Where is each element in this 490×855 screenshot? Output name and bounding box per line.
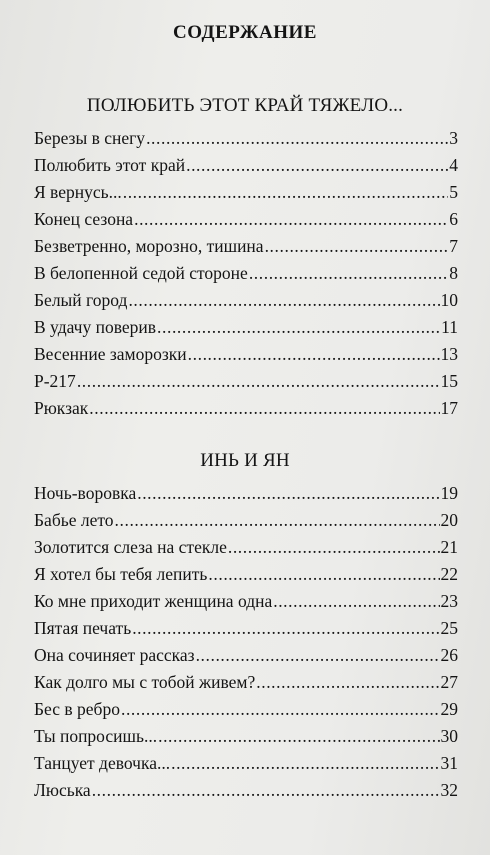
toc-entry [34, 263, 458, 290]
dot-leader [186, 155, 448, 176]
toc-entry-page: 17 [440, 398, 458, 418]
dot-leader [256, 672, 439, 693]
toc-entry-page: 6 [449, 209, 458, 229]
dot-leader [146, 128, 448, 149]
toc-entry [34, 128, 458, 155]
toc-entry-title: Танцует девочка... [34, 753, 171, 773]
toc-entry-title: Ко мне приходит женщина одна [34, 591, 273, 611]
toc-entry-title: Ты попросишь... [34, 726, 158, 746]
toc-entry [34, 699, 458, 726]
toc-entry-title: Ночь-воровка [34, 483, 137, 503]
dot-leader [265, 236, 449, 257]
toc-entry-page: 26 [440, 645, 458, 665]
toc-entry-title: Р-217 [34, 371, 76, 391]
dot-leader [89, 398, 439, 419]
toc-entry-title: Люська [34, 780, 91, 800]
dot-leader [92, 780, 440, 801]
toc-entry-title: Березы в снегу [34, 128, 146, 148]
toc-entry [34, 510, 458, 537]
toc-entry-page: 3 [449, 128, 458, 148]
toc-entry-page: 22 [440, 564, 458, 584]
dot-leader [171, 753, 439, 774]
toc-entry [34, 209, 458, 236]
toc-entry-page: 10 [440, 290, 458, 310]
dot-leader [208, 564, 439, 585]
toc-entry-page: 5 [449, 182, 458, 202]
toc-entry-page: 11 [441, 317, 458, 337]
section-title-2: ИНЬ И ЯН [200, 450, 290, 471]
toc-entry [34, 182, 458, 209]
toc-entry-page: 4 [449, 155, 458, 175]
toc-entry-page: 8 [449, 263, 458, 283]
dot-leader [132, 618, 439, 639]
dot-leader [128, 290, 439, 311]
toc-entry [34, 591, 458, 618]
toc-entry [34, 344, 458, 371]
toc-entry-page: 21 [440, 537, 458, 557]
toc-entry [34, 236, 458, 263]
toc-entry-title: Безветренно, морозно, тишина [34, 236, 264, 256]
toc-list-section-2 [34, 483, 458, 807]
toc-entry-page: 7 [449, 236, 458, 256]
toc-entry [34, 317, 458, 344]
toc-entry-page: 19 [440, 483, 458, 503]
toc-entry [34, 371, 458, 398]
toc-entry-title: Рюкзак [34, 398, 89, 418]
toc-entry-page: 32 [440, 780, 458, 800]
toc-entry-title: В удачу поверив [34, 317, 157, 337]
toc-entry-page: 20 [440, 510, 458, 530]
toc-entry-title: Бес в ребро [34, 699, 120, 719]
toc-entry [34, 645, 458, 672]
toc-entry-title: Весенние заморозки [34, 344, 187, 364]
dot-leader [188, 344, 440, 365]
toc-entry [34, 155, 458, 182]
toc-entry-page: 29 [440, 699, 458, 719]
toc-entry [34, 537, 458, 564]
dot-leader [134, 209, 448, 230]
toc-entry-page: 31 [440, 753, 458, 773]
toc-entry [34, 618, 458, 645]
toc-entry-title: Как долго мы с тобой живем? [34, 672, 256, 692]
toc-entry-page: 15 [440, 371, 458, 391]
toc-entry [34, 672, 458, 699]
toc-entry-title: Пятая печать [34, 618, 132, 638]
toc-entry [34, 483, 458, 510]
dot-leader [137, 483, 439, 504]
toc-entry [34, 564, 458, 591]
dot-leader [228, 537, 440, 558]
dot-leader [121, 699, 440, 720]
toc-entry-page: 27 [440, 672, 458, 692]
section-title-1: ПОЛЮБИТЬ ЭТОТ КРАЙ ТЯЖЕЛО... [86, 95, 404, 116]
toc-entry [34, 753, 458, 780]
toc-entry-title: Она сочиняет рассказ [34, 645, 195, 665]
toc-entry-title: Я хотел бы тебя лепить [34, 564, 208, 584]
toc-entry-page: 23 [440, 591, 458, 611]
toc-entry [34, 780, 458, 807]
toc-entry-title: Золотится слеза на стекле [34, 537, 227, 557]
toc-entry-title: Полюбить этот край [34, 155, 186, 175]
toc-list-section-1 [34, 128, 458, 425]
dot-leader [158, 726, 439, 747]
toc-entry-title: Бабье лето [34, 510, 114, 530]
dot-leader [196, 645, 440, 666]
dot-leader [77, 371, 440, 392]
toc-entry-title: Я вернусь... [34, 182, 122, 202]
toc-entry-title: Конец сезона [34, 209, 134, 229]
toc-entry [34, 726, 458, 753]
toc-entry [34, 290, 458, 317]
dot-leader [249, 263, 448, 284]
toc-entry-title: Белый город [34, 290, 128, 310]
toc-entry-page: 30 [440, 726, 458, 746]
dot-leader [123, 182, 449, 203]
dot-leader [273, 591, 439, 612]
page-title: СОДЕРЖАНИЕ [173, 22, 317, 43]
toc-entry-page: 25 [440, 618, 458, 638]
dot-leader [157, 317, 440, 338]
dot-leader [115, 510, 440, 531]
toc-entry-page: 13 [440, 344, 458, 364]
toc-entry [34, 398, 458, 425]
toc-entry-title: В белопенной седой стороне [34, 263, 248, 283]
